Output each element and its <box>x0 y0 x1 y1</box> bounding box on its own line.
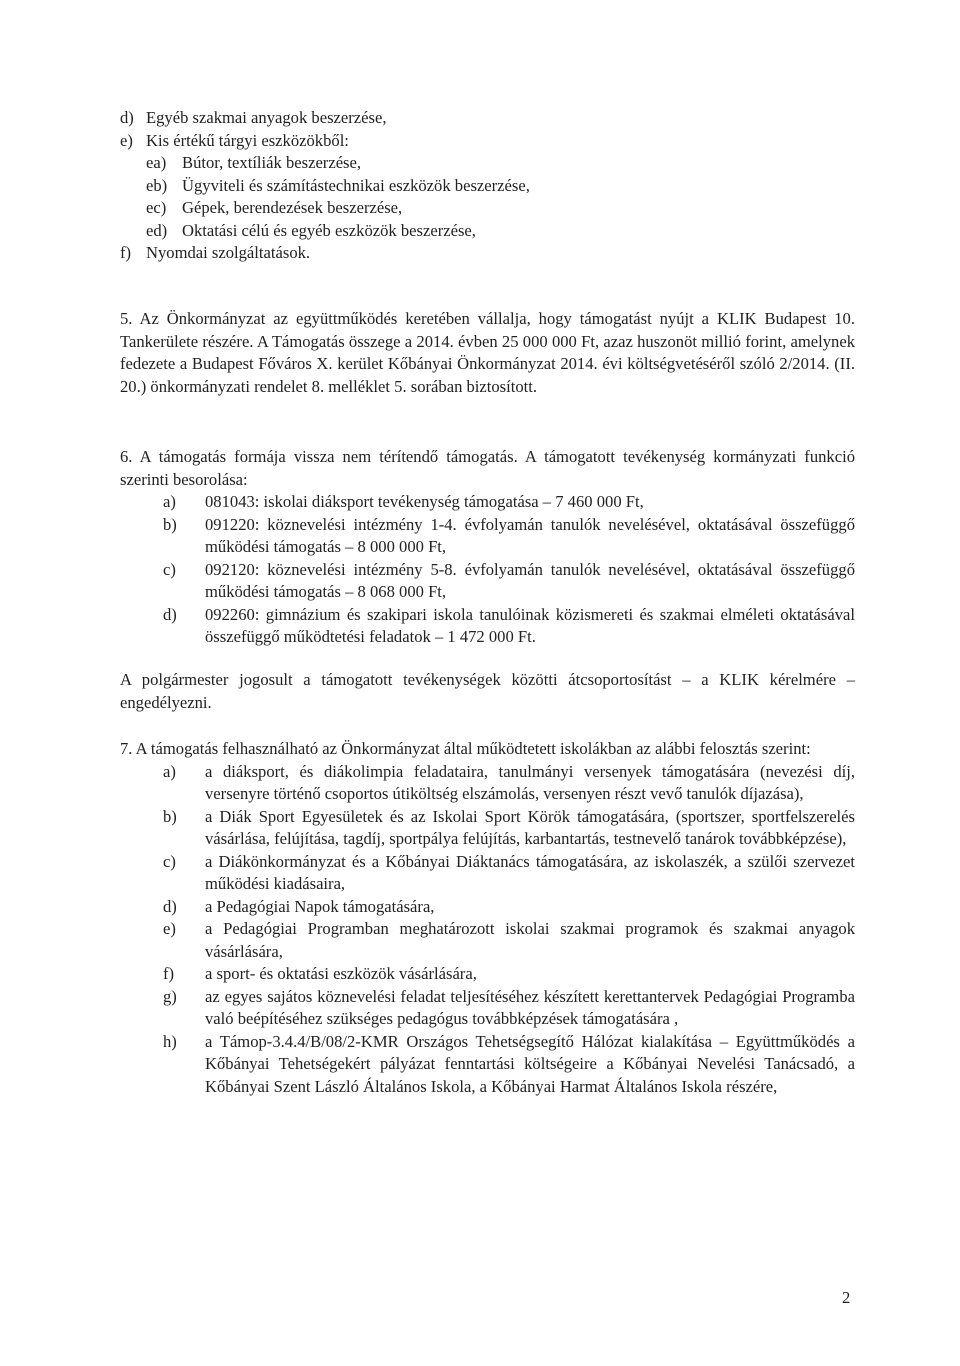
section-7-intro: 7. A támogatás felhasználható az Önkormányzat által működtetett iskolákban az alábbi felosztás szerint: <box>120 739 811 758</box>
section-6-intro: 6. A támogatás formája vissza nem térítendő támogatás. A támogatott tevékenység kormányzati funkció szerinti besorolása: <box>120 447 855 489</box>
list-item <box>163 918 855 963</box>
list-text: Egyéb szakmai anyagok beszerzése, <box>146 108 387 127</box>
list-text: a Pedagógiai Napok támogatására, <box>205 896 435 916</box>
list-item <box>120 242 855 265</box>
section-7-list <box>120 761 855 1099</box>
list-item <box>163 851 855 896</box>
top-list <box>120 107 855 265</box>
list-item <box>163 1031 855 1099</box>
list-label: c) <box>163 559 176 579</box>
list-label: ed) <box>146 220 168 240</box>
list-item <box>163 896 855 919</box>
section-7 <box>120 738 855 1098</box>
list-text: Bútor, textíliák beszerzése, <box>182 153 362 172</box>
list-text: a Támop-3.4.4/B/08/2-KMR Országos Tehetségsegítő Hálózat kialakítása – Együttműködés a Kőbányai Tehetségekért pályázat fenntartási költségeire a Kőbányai Nevelési Tanácsadó, a Kőbányai Szent László Általános Iskola, a Kőbányai Harmat Általános Iskola részére, <box>205 1031 855 1096</box>
list-item <box>120 130 855 153</box>
list-label: c) <box>163 851 176 871</box>
list-item <box>163 604 855 649</box>
list-label: h) <box>163 1031 177 1051</box>
list-item <box>163 963 855 986</box>
list-text: Gépek, berendezések beszerzése, <box>182 198 403 217</box>
list-text: 092260: gimnázium és szakipari iskola tanulóinak közismereti és szakmai elméleti oktatásával összefüggő működtetési feladatok – 1 472 000 Ft. <box>205 604 855 646</box>
section-6-list <box>120 491 855 649</box>
list-label: g) <box>163 986 177 1006</box>
list-label: eb) <box>146 175 168 195</box>
list-label: a) <box>163 761 176 781</box>
list-text: a Pedagógiai Programban meghatározott iskolai szakmai programok és szakmai anyagok vásárlására, <box>205 919 855 961</box>
list-text: az egyes sajátos köznevelési feladat teljesítéséhez készített kerettantervek Pedagógiai Programba való beépítéséhez szükséges pedagógus továbbképzések támogatására , <box>205 986 855 1028</box>
page-number: 2 <box>842 1288 851 1307</box>
list-label: e) <box>163 919 176 938</box>
list-text: 091220: köznevelési intézmény 1-4. évfolyamán tanulók nevelésével, oktatásával összefüggő működési támogatás – 8 000 000 Ft, <box>205 514 855 556</box>
list-item <box>163 491 855 514</box>
section-5-paragraph: 5. Az Önkormányzat az együttműködés keretében vállalja, hogy támogatást nyújt a KLIK Budapest 10. Tankerülete részére. A Támogatás összege a 2014. évben 25 000 000 Ft, azaz huszonöt millió forint, amelynek fedezete a Budapest Főváros X. kerület Kőbányai Önkormányzat 2014. évi költségvetéséről szóló 2/2014. (II. 20.) önkormányzati rendelet 8. melléklet 5. sorában biztosított. <box>120 309 855 396</box>
list-text: a sport- és oktatási eszközök vásárlására, <box>205 964 477 983</box>
list-label: b) <box>163 806 177 826</box>
list-text: a diáksport, és diákolimpia feladataira, tanulmányi versenyek támogatására (nevezési díj, versenyre történő csoportos útiköltség elszámolás, versenyen részt vevő tanulók díjazása), <box>205 761 855 803</box>
list-item <box>163 514 855 559</box>
list-text: Oktatási célú és egyéb eszközök beszerzése, <box>182 220 476 240</box>
list-item <box>163 806 855 851</box>
list-label: f) <box>163 964 175 983</box>
list-item <box>163 559 855 604</box>
list-text: 092120: köznevelési intézmény 5-8. évfolyamán tanulók nevelésével, oktatásával összefüggő működési támogatás – 8 068 000 Ft, <box>205 559 855 601</box>
closing-paragraph: A polgármester jogosult a támogatott tevékenységek közötti átcsoportosítást – a KLIK kérelmére – engedélyezni. <box>120 670 855 712</box>
list-text: a Diákönkormányzat és a Kőbányai Diáktanács támogatására, az iskolaszék, a szülői szervezet működési kiadásaira, <box>205 851 855 893</box>
list-item <box>146 197 855 220</box>
list-item <box>146 220 855 243</box>
list-label: d) <box>163 896 177 916</box>
list-item <box>163 761 855 806</box>
list-label: a) <box>163 492 176 511</box>
list-text: Ügyviteli és számítástechnikai eszközök beszerzése, <box>182 175 530 195</box>
list-label: d) <box>120 108 134 127</box>
list-label: d) <box>163 604 177 624</box>
list-label: f) <box>120 243 132 262</box>
list-item <box>163 986 855 1031</box>
list-label: ec) <box>146 198 167 217</box>
list-text: 081043: iskolai diáksport tevékenység támogatása – 7 460 000 Ft, <box>205 492 644 511</box>
list-label: e) <box>120 130 133 150</box>
e-sublist <box>120 152 855 242</box>
list-label: ea) <box>146 153 167 172</box>
list-item <box>146 152 855 175</box>
list-item <box>120 107 855 130</box>
list-text: a Diák Sport Egyesületek és az Iskolai Sport Körök támogatására, (sportszer, sportfelszerelés vásárlása, felújítása, tagdíj, sportpálya felújítás, karbantartás, testnevelő tanárok továbbképzése), <box>205 806 855 848</box>
list-item <box>146 175 855 198</box>
list-label: b) <box>163 514 177 534</box>
list-text: Nyomdai szolgáltatások. <box>146 243 311 262</box>
section-6 <box>120 446 855 649</box>
list-text: Kis értékű tárgyi eszközökből: <box>146 130 349 150</box>
